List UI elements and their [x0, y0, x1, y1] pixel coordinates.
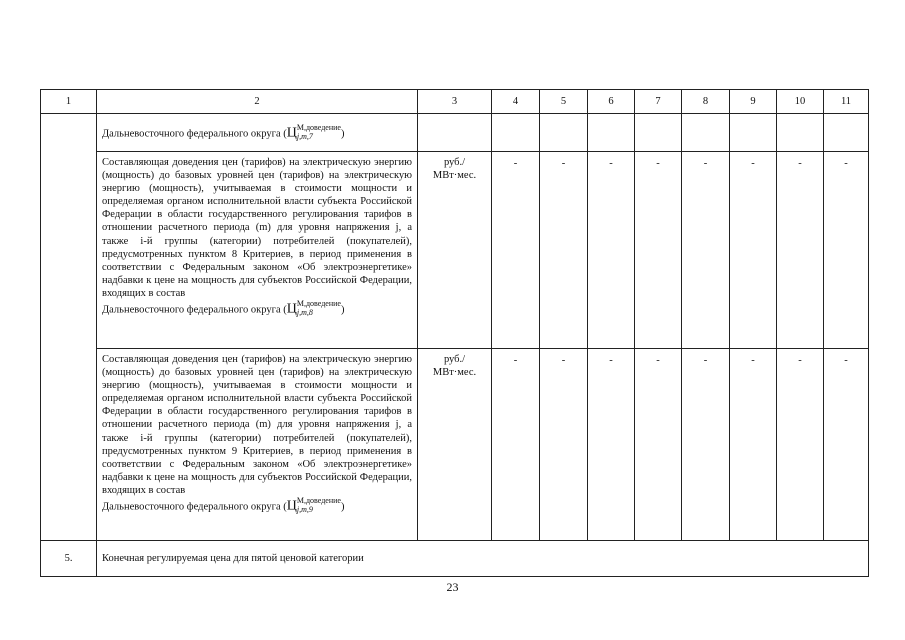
value-cell: -	[492, 349, 540, 541]
value-cell: -	[682, 349, 730, 541]
value-cell: -	[635, 152, 682, 349]
row-number-cell: 5.	[41, 541, 97, 577]
value-cell: -	[540, 349, 588, 541]
description-last-line: Дальневосточного федерального округа (Ц М,доведение j,m,7 )	[102, 122, 345, 141]
price-symbol: Ц	[286, 124, 297, 140]
description-cell	[97, 152, 418, 349]
table-row-item-5	[41, 541, 869, 577]
value-cell	[492, 114, 540, 152]
header-cell: 6	[588, 90, 635, 114]
header-cell: 8	[682, 90, 730, 114]
header-cell: 3	[418, 90, 492, 114]
value-cell	[588, 114, 635, 152]
header-cell: 7	[635, 90, 682, 114]
table-row-item-9	[41, 349, 869, 541]
description-cell	[97, 114, 418, 152]
header-cell: 5	[540, 90, 588, 114]
value-cell: -	[777, 152, 824, 349]
header-row	[41, 90, 869, 114]
header-cell: 4	[492, 90, 540, 114]
value-cell: -	[635, 349, 682, 541]
symbol-superscript: М,доведение	[296, 496, 341, 506]
symbol-subscript: j,m,7	[296, 131, 313, 141]
header-cell: 11	[824, 90, 869, 114]
page-number: 23	[446, 580, 459, 594]
value-cell: -	[730, 152, 777, 349]
final-price-cell: Конечная регулируемая цена для пятой ценовой категории	[97, 541, 869, 577]
symbol-subscript: j,m,9	[296, 505, 313, 515]
value-cell: -	[824, 152, 869, 349]
value-cell: -	[588, 152, 635, 349]
price-symbol: Ц	[286, 301, 297, 317]
value-cell	[824, 114, 869, 152]
value-cell: -	[492, 152, 540, 349]
price-symbol: Ц	[286, 498, 297, 514]
value-cell: -	[588, 349, 635, 541]
value-cell	[730, 114, 777, 152]
header-cell: 10	[777, 90, 824, 114]
row-number-cell	[41, 114, 97, 541]
unit-cell: руб./ МВт·мес.	[418, 349, 492, 541]
description-cell	[97, 349, 418, 541]
value-cell	[682, 114, 730, 152]
table-row-continuation	[41, 114, 869, 152]
description-last-line: Дальневосточного федерального округа (Ц М,доведение j,m,8 )	[102, 299, 345, 318]
description-last-line: Дальневосточного федерального округа (Ц М,доведение j,m,9 )	[102, 496, 345, 515]
unit-cell: руб./ МВт·мес.	[418, 152, 492, 349]
unit-cell	[418, 114, 492, 152]
header-cell: 9	[730, 90, 777, 114]
value-cell	[777, 114, 824, 152]
symbol-superscript: М,доведение	[296, 122, 341, 132]
description-text: Составляющая доведения цен (тарифов) на электрическую энергию (мощность) до базовых уровней цен (тарифов) на электрическую энергию (мощность), учитываемая в стоимости мощности и определяемая органом исполнительной власти субъекта Российской Федерации в области государственного регулирования тарифов в отношении расчетного периода (m) для уровня напряжения j, а также i-й группы (категории) потребителей (покупателей), предусмотренных пунктом 8 Критериев, в период применения в соответствии с Федеральным законом «Об электроэнергетике» надбавки к цене на мощность для субъектов Российской Федерации, входящих в состав	[102, 157, 412, 299]
description-text: Составляющая доведения цен (тарифов) на электрическую энергию (мощность) до базовых уровней цен (тарифов) на электрическую энергию (мощность), учитываемая в стоимости мощности и определяемая органом исполнительной власти субъекта Российской Федерации в области государственного регулирования тарифов в отношении расчетного периода (m) для уровня напряжения j, а также i-й группы (категории) потребителей (покупателей), предусмотренных пунктом 9 Критериев, в период применения в соответствии с Федеральным законом «Об электроэнергетике» надбавки к цене на мощность для субъектов Российской Федерации, входящих в состав	[102, 354, 412, 496]
value-cell: -	[730, 349, 777, 541]
header-cell: 2	[97, 90, 418, 114]
value-cell: -	[824, 349, 869, 541]
value-cell	[635, 114, 682, 152]
tariff-table	[40, 89, 869, 577]
value-cell: -	[682, 152, 730, 349]
value-cell: -	[540, 152, 588, 349]
symbol-superscript: М,доведение	[296, 299, 341, 309]
table-row-item-8	[41, 152, 869, 349]
symbol-subscript: j,m,8	[296, 308, 313, 318]
header-cell: 1	[41, 90, 97, 114]
value-cell	[540, 114, 588, 152]
value-cell: -	[777, 349, 824, 541]
